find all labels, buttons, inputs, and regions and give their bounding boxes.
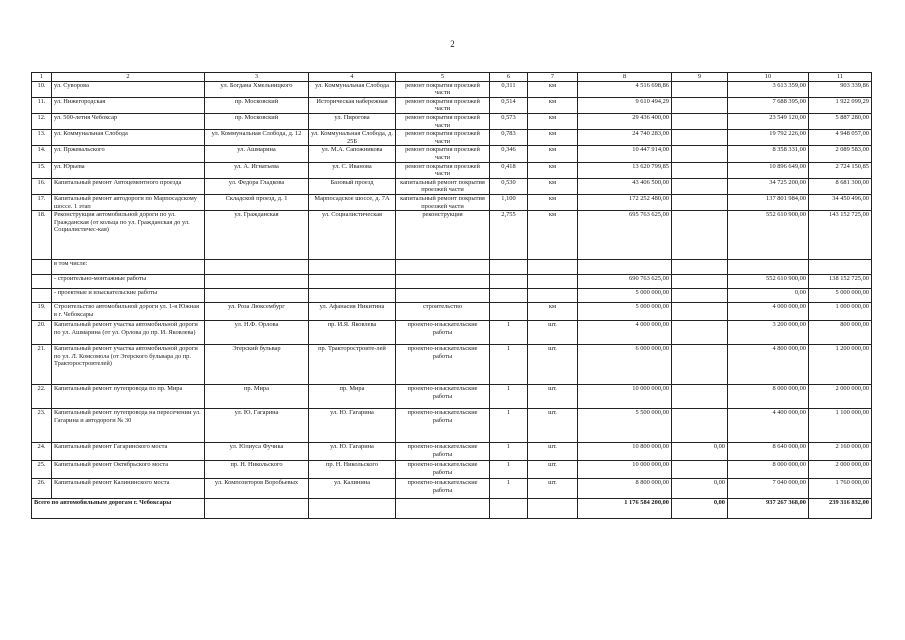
column-11-amount: 34 450 496,00 — [809, 194, 872, 210]
quantity: 1,100 — [490, 194, 528, 210]
empty-cell — [809, 260, 872, 275]
quantity: 1 — [490, 385, 528, 409]
column-11-amount: 1 200 000,00 — [809, 345, 872, 385]
empty-cell — [309, 275, 396, 289]
object-name: ул. Суворова — [52, 81, 205, 97]
row-number: 12. — [32, 113, 52, 129]
object-name: Строительство автомобильной дороги ул. 1-я Южная в г. Чебоксары — [52, 303, 205, 321]
empty-cell — [309, 260, 396, 275]
empty-cell — [490, 289, 528, 303]
work-type: ремонт покрытия проезжей части — [396, 97, 490, 113]
grand-total-column-9: 0,00 — [672, 499, 728, 519]
unit: км — [528, 211, 578, 260]
row-number: 22. — [32, 385, 52, 409]
total-amount: 4 516 698,86 — [578, 81, 672, 97]
row-number: 20. — [32, 321, 52, 345]
total-amount: 29 436 400,00 — [578, 113, 672, 129]
column-11-amount: 2 724 150,85 — [809, 162, 872, 178]
object-name: Капитальный ремонт участка автомобильной дороги по ул. Ашмарина (от ул. Орлова до пр. И. Яковлева) — [52, 321, 205, 345]
total-amount: 10 000 000,00 — [578, 461, 672, 479]
object-name: ул. 500-летия Чебоксар — [52, 113, 205, 129]
work-type: проектно-изыскательские работы — [396, 409, 490, 443]
unit: шт. — [528, 345, 578, 385]
empty-cell — [396, 275, 490, 289]
row-number: 10. — [32, 81, 52, 97]
object-name: Капитальный ремонт автодороги по Марпосадскому шоссе. 1 этап — [52, 194, 205, 210]
work-type: проектно-изыскательские работы — [396, 461, 490, 479]
total-amount: 5 000 000,00 — [578, 289, 672, 303]
section-start: ул. Юлиуса Фучика — [205, 443, 309, 461]
table-row — [32, 443, 872, 461]
work-type: проектно-изыскательские работы — [396, 345, 490, 385]
empty-cell — [528, 289, 578, 303]
column-number: 5 — [396, 73, 490, 82]
column-number: 1 — [32, 73, 52, 82]
section-start: ул. Роза Люксембург — [205, 303, 309, 321]
column-9-amount — [672, 130, 728, 146]
total-amount: 5 000 000,00 — [578, 303, 672, 321]
table-row — [32, 321, 872, 345]
total-amount: 10 000 000,00 — [578, 385, 672, 409]
total-amount: 9 610 494,29 — [578, 97, 672, 113]
column-10-amount: 4 400 000,00 — [728, 409, 809, 443]
unit: км — [528, 113, 578, 129]
column-10-amount: 8 000 000,00 — [728, 385, 809, 409]
column-10-amount: 8 000 000,00 — [728, 461, 809, 479]
column-11-amount: 5 000 000,00 — [809, 289, 872, 303]
table-row — [32, 479, 872, 499]
work-type: проектно-изыскательские работы — [396, 385, 490, 409]
column-number: 9 — [672, 73, 728, 82]
table-row — [32, 178, 872, 194]
column-10-amount: 23 549 120,00 — [728, 113, 809, 129]
roads-table — [31, 72, 872, 519]
quantity: 1 — [490, 321, 528, 345]
empty-cell — [205, 289, 309, 303]
quantity: 1 — [490, 443, 528, 461]
section-end: Марпосадское шоссе, д. 7А — [309, 194, 396, 210]
column-9-amount — [672, 81, 728, 97]
section-end: пр. И.Я. Яковлева — [309, 321, 396, 345]
total-amount: 43 406 500,00 — [578, 178, 672, 194]
empty-cell — [490, 260, 528, 275]
total-amount: 10 447 914,00 — [578, 146, 672, 162]
column-9-amount: 0,00 — [672, 479, 728, 499]
column-number-row — [32, 73, 872, 82]
subtotal-label: в том числе: — [52, 260, 205, 275]
column-11-amount: 2 000 000,00 — [809, 385, 872, 409]
quantity — [490, 303, 528, 321]
empty-cell — [396, 260, 490, 275]
section-start: ул. Композиторов Воробьевых — [205, 479, 309, 499]
column-11-amount: 138 152 725,00 — [809, 275, 872, 289]
unit: км — [528, 130, 578, 146]
empty-cell — [578, 260, 672, 275]
quantity: 0,573 — [490, 113, 528, 129]
column-10-amount: 7 040 000,00 — [728, 479, 809, 499]
section-end: ул. Социалистическая — [309, 211, 396, 260]
subtotal-name: - проектные и изыскательские работы — [52, 289, 205, 303]
object-name: ул. Юрьева — [52, 162, 205, 178]
quantity: 0,530 — [490, 178, 528, 194]
row-number: 25. — [32, 461, 52, 479]
column-9-amount — [672, 275, 728, 289]
section-end: Базовый проезд — [309, 178, 396, 194]
unit: шт. — [528, 461, 578, 479]
section-end: ул. Афанасия Никитина — [309, 303, 396, 321]
work-type: проектно-изыскательские работы — [396, 443, 490, 461]
empty-cell — [528, 260, 578, 275]
row-number: 26. — [32, 479, 52, 499]
section-end: пр. Н. Никольского — [309, 461, 396, 479]
empty-cell — [205, 260, 309, 275]
work-type: капитальный ремонт покрытия проезжей части — [396, 194, 490, 210]
row-number: 14. — [32, 146, 52, 162]
section-start: ул. А. Игнатьева — [205, 162, 309, 178]
column-11-amount: 1 100 000,00 — [809, 409, 872, 443]
unit: шт. — [528, 385, 578, 409]
table-row — [32, 130, 872, 146]
column-10-amount: 4 000 000,00 — [728, 303, 809, 321]
grand-total-column-11: 239 316 832,00 — [809, 499, 872, 519]
object-name: ул. Коммунальная Слобода — [52, 130, 205, 146]
table-row — [32, 303, 872, 321]
empty-cell — [728, 260, 809, 275]
section-start: ул. Богдана Хмельницкого — [205, 81, 309, 97]
total-amount: 695 763 625,00 — [578, 211, 672, 260]
column-11-amount: 5 887 280,00 — [809, 113, 872, 129]
object-name: ул. Нижегородская — [52, 97, 205, 113]
work-type: строительство — [396, 303, 490, 321]
column-11-amount: 2 160 000,00 — [809, 443, 872, 461]
column-10-amount: 4 800 000,00 — [728, 345, 809, 385]
section-end: ул. С. Иванова — [309, 162, 396, 178]
column-10-amount: 137 801 984,00 — [728, 194, 809, 210]
row-number: 23. — [32, 409, 52, 443]
section-end: пр. Тракторостроите-лей — [309, 345, 396, 385]
work-type: реконструкция — [396, 211, 490, 260]
total-amount: 6 000 000,00 — [578, 345, 672, 385]
empty-cell — [205, 499, 309, 519]
empty-cell — [396, 289, 490, 303]
row-number: 15. — [32, 162, 52, 178]
column-11-amount: 800 000,00 — [809, 321, 872, 345]
column-9-amount — [672, 178, 728, 194]
column-9-amount — [672, 345, 728, 385]
subtotal-row — [32, 275, 872, 289]
table-row — [32, 162, 872, 178]
total-amount: 690 763 625,00 — [578, 275, 672, 289]
table-row — [32, 211, 872, 260]
column-number: 2 — [52, 73, 205, 82]
object-name: Капитальный ремонт участка автомобильной дороги по ул. Л. Комсомола (от Эгерского бульвара до пр. Тракторостроителей) — [52, 345, 205, 385]
work-type: ремонт покрытия проезжей части — [396, 146, 490, 162]
column-9-amount — [672, 113, 728, 129]
column-11-amount: 903 339,86 — [809, 81, 872, 97]
quantity: 2,755 — [490, 211, 528, 260]
total-amount: 5 500 000,00 — [578, 409, 672, 443]
quantity: 0,346 — [490, 146, 528, 162]
work-type: ремонт покрытия проезжей части — [396, 113, 490, 129]
column-9-amount — [672, 146, 728, 162]
work-type: ремонт покрытия проезжей части — [396, 162, 490, 178]
column-10-amount: 7 688 395,00 — [728, 97, 809, 113]
total-amount: 10 800 000,00 — [578, 443, 672, 461]
quantity: 1 — [490, 479, 528, 499]
work-type: проектно-изыскательские работы — [396, 321, 490, 345]
row-number: 13. — [32, 130, 52, 146]
column-9-amount: 0,00 — [672, 443, 728, 461]
table-row — [32, 385, 872, 409]
empty-cell — [528, 499, 578, 519]
object-name: Капитальный ремонт путепровода на пересечении ул. Гагарина и автодороги № 30 — [52, 409, 205, 443]
column-9-amount — [672, 409, 728, 443]
total-amount: 8 800 000,00 — [578, 479, 672, 499]
empty-cell — [672, 260, 728, 275]
row-number: 16. — [32, 178, 52, 194]
work-type: ремонт покрытия проезжей части — [396, 130, 490, 146]
empty-cell — [309, 289, 396, 303]
subtotal-label-row — [32, 260, 872, 275]
row-number: 11. — [32, 97, 52, 113]
quantity: 1 — [490, 461, 528, 479]
column-11-amount: 2 000 000,00 — [809, 461, 872, 479]
column-number: 3 — [205, 73, 309, 82]
empty-cell — [309, 499, 396, 519]
section-start: Складской проезд, д. 1 — [205, 194, 309, 210]
object-name: Реконструкция автомобильной дороги по ул. Гражданская (от кольца по ул. Гражданская до ул. Социалистичес-кая) — [52, 211, 205, 260]
column-9-amount — [672, 162, 728, 178]
section-start: пр. Мира — [205, 385, 309, 409]
column-9-amount — [672, 321, 728, 345]
column-10-amount: 3 613 359,00 — [728, 81, 809, 97]
object-name: ул. Пржевальского — [52, 146, 205, 162]
column-10-amount: 10 896 649,00 — [728, 162, 809, 178]
column-9-amount — [672, 97, 728, 113]
unit: км — [528, 178, 578, 194]
unit: км — [528, 81, 578, 97]
unit: км — [528, 303, 578, 321]
grand-total-label: Всего по автомобильным дорогам г. Чебоксары — [32, 499, 205, 519]
section-end: ул. Калинина — [309, 479, 396, 499]
column-number: 6 — [490, 73, 528, 82]
unit: шт. — [528, 443, 578, 461]
quantity: 0,514 — [490, 97, 528, 113]
column-number: 10 — [728, 73, 809, 82]
page-number: 2 — [450, 39, 455, 49]
section-end: пр. Мира — [309, 385, 396, 409]
section-end: ул. Пирогова — [309, 113, 396, 129]
grand-total-row — [32, 499, 872, 519]
work-type: ремонт покрытия проезжей части — [396, 81, 490, 97]
column-10-amount: 34 725 200,00 — [728, 178, 809, 194]
table-row — [32, 409, 872, 443]
unit: шт. — [528, 321, 578, 345]
row-number: 24. — [32, 443, 52, 461]
table-row — [32, 461, 872, 479]
subtotal-name: - строительно-монтажные работы — [52, 275, 205, 289]
grand-total-amount: 1 176 584 200,00 — [578, 499, 672, 519]
section-end: ул. Коммунальная Слобода, д. 25Б — [309, 130, 396, 146]
total-amount: 4 000 000,00 — [578, 321, 672, 345]
section-end: ул. М.А. Сапожникова — [309, 146, 396, 162]
column-11-amount: 2 089 583,00 — [809, 146, 872, 162]
row-number: 17. — [32, 194, 52, 210]
empty-cell — [528, 275, 578, 289]
section-start: ул. Ю. Гагарина — [205, 409, 309, 443]
section-start: ул. Ашмарина — [205, 146, 309, 162]
column-10-amount: 552 610 900,00 — [728, 275, 809, 289]
unit: км — [528, 97, 578, 113]
column-10-amount: 8 640 000,00 — [728, 443, 809, 461]
row-number — [32, 275, 52, 289]
unit: км — [528, 146, 578, 162]
column-11-amount: 143 152 725,00 — [809, 211, 872, 260]
section-end: Историческая набережная — [309, 97, 396, 113]
row-number: 21. — [32, 345, 52, 385]
unit: шт. — [528, 479, 578, 499]
column-10-amount: 8 358 331,00 — [728, 146, 809, 162]
row-number — [32, 289, 52, 303]
column-9-amount — [672, 211, 728, 260]
column-number: 4 — [309, 73, 396, 82]
object-name: Капитальный ремонт Автоцементного проезда — [52, 178, 205, 194]
total-amount: 172 252 480,00 — [578, 194, 672, 210]
column-number: 8 — [578, 73, 672, 82]
quantity: 1 — [490, 409, 528, 443]
column-number: 11 — [809, 73, 872, 82]
work-type: капитальный ремонт покрытия проезжей части — [396, 178, 490, 194]
empty-cell — [490, 275, 528, 289]
work-type: проектно-изыскательские работы — [396, 479, 490, 499]
column-number: 7 — [528, 73, 578, 82]
table-row — [32, 146, 872, 162]
column-11-amount: 1 760 000,00 — [809, 479, 872, 499]
unit: км — [528, 194, 578, 210]
row-number: 18. — [32, 211, 52, 260]
unit: км — [528, 162, 578, 178]
section-end: ул. Ю. Гагарина — [309, 443, 396, 461]
column-10-amount: 19 792 226,00 — [728, 130, 809, 146]
column-9-amount — [672, 461, 728, 479]
section-start: ул. Гражданская — [205, 211, 309, 260]
section-start: ул. Н.Ф. Орлова — [205, 321, 309, 345]
empty-cell — [396, 499, 490, 519]
column-11-amount: 4 948 057,00 — [809, 130, 872, 146]
section-start: пр. Московский — [205, 113, 309, 129]
column-9-amount — [672, 385, 728, 409]
column-11-amount: 8 681 300,00 — [809, 178, 872, 194]
section-start: ул. Федора Гладкова — [205, 178, 309, 194]
object-name: Капитальный ремонт Гагаринского моста — [52, 443, 205, 461]
table-row — [32, 81, 872, 97]
quantity: 1 — [490, 345, 528, 385]
unit: шт. — [528, 409, 578, 443]
column-9-amount — [672, 289, 728, 303]
section-end: ул. Коммунальная Слобода — [309, 81, 396, 97]
section-start: ул. Коммунальная Слобода, д. 12 — [205, 130, 309, 146]
row-number — [32, 260, 52, 275]
grand-total-column-10: 937 267 368,00 — [728, 499, 809, 519]
row-number: 19. — [32, 303, 52, 321]
total-amount: 13 620 799,85 — [578, 162, 672, 178]
column-9-amount — [672, 303, 728, 321]
quantity: 0,311 — [490, 81, 528, 97]
quantity: 0,783 — [490, 130, 528, 146]
column-11-amount: 1 000 000,00 — [809, 303, 872, 321]
column-10-amount: 0,00 — [728, 289, 809, 303]
table-row — [32, 194, 872, 210]
column-10-amount: 3 200 000,00 — [728, 321, 809, 345]
table-row — [32, 113, 872, 129]
section-start: Эгерский бульвар — [205, 345, 309, 385]
section-end: ул. Ю. Гагарина — [309, 409, 396, 443]
section-start: пр. Московский — [205, 97, 309, 113]
column-10-amount: 552 610 900,00 — [728, 211, 809, 260]
empty-cell — [205, 275, 309, 289]
column-11-amount: 1 922 099,29 — [809, 97, 872, 113]
total-amount: 24 740 283,00 — [578, 130, 672, 146]
table-row — [32, 97, 872, 113]
object-name: Капитальный ремонт Калининского моста — [52, 479, 205, 499]
table-row — [32, 345, 872, 385]
column-9-amount — [672, 194, 728, 210]
quantity: 0,418 — [490, 162, 528, 178]
section-start: пр. Н. Никольского — [205, 461, 309, 479]
object-name: Капитальный ремонт Октябрьского моста — [52, 461, 205, 479]
object-name: Капитальный ремонт путепровода по пр. Мира — [52, 385, 205, 409]
empty-cell — [490, 499, 528, 519]
subtotal-row — [32, 289, 872, 303]
